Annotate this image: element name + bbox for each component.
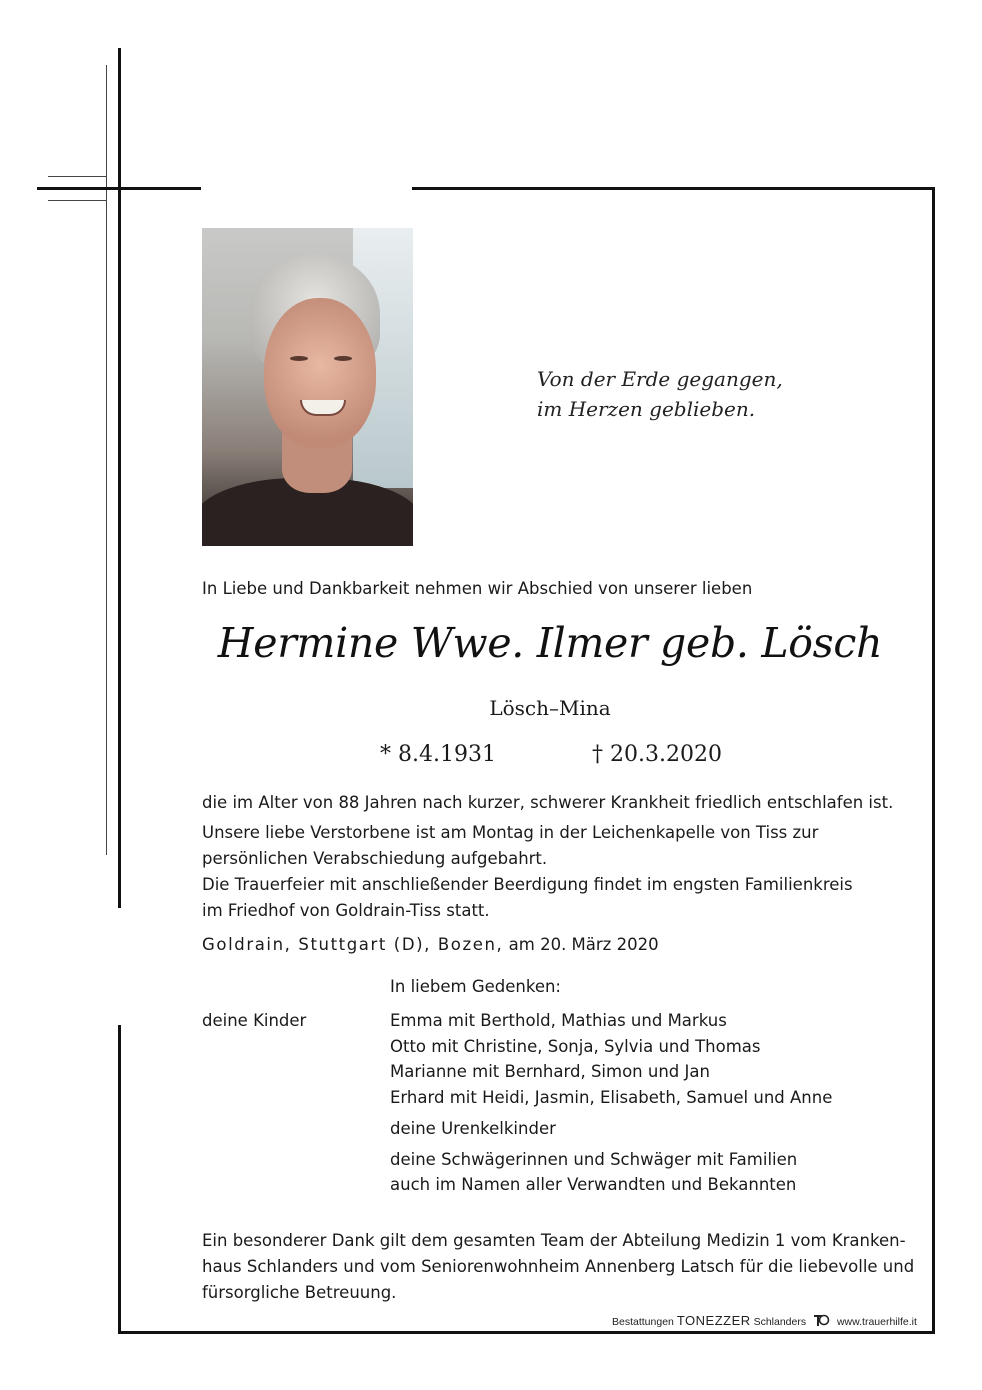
- portrait-photo: [202, 228, 413, 546]
- cross-shadow-horizontal-bottom: [48, 200, 106, 201]
- body-line-4: Die Trauerfeier mit anschließender Beerdigung findet im engsten Familienkreis: [202, 875, 853, 894]
- quote-line-2: im Herzen geblieben.: [537, 397, 756, 421]
- thanks-line-2: haus Schlanders und vom Seniorenwohnheim Annenberg Latsch für die liebevolle und: [202, 1257, 915, 1276]
- relatives-line-2: auch im Namen aller Verwandten und Bekannten: [390, 1175, 797, 1194]
- intro-text: In Liebe und Dankbarkeit nehmen wir Abschied von unserer lieben: [202, 579, 753, 598]
- footer-brand: TONEZZER: [676, 1313, 751, 1328]
- deceased-nickname: Lösch–Mina: [489, 696, 611, 720]
- footer-prefix: Bestattungen: [612, 1316, 674, 1328]
- footer-suffix: Schlanders: [753, 1316, 807, 1328]
- thanks-line-1: Ein besonderer Dank gilt dem gesamten Team der Abteilung Medizin 1 vom Kranken-: [202, 1231, 906, 1250]
- trauerhilfe-logo-icon: [812, 1313, 830, 1327]
- birth-date: * 8.4.1931: [380, 742, 496, 767]
- child-family-3: Marianne mit Bernhard, Simon und Jan: [390, 1062, 710, 1081]
- child-family-4: Erhard mit Heidi, Jasmin, Elisabeth, Samuel und Anne: [390, 1088, 833, 1107]
- relatives-line-1: deine Schwägerinnen und Schwäger mit Familien: [390, 1150, 798, 1169]
- cross-shadow-horizontal-top: [48, 176, 106, 177]
- death-date: † 20.3.2020: [592, 742, 722, 767]
- frame-left-bottom-line: [118, 1025, 121, 1334]
- child-family-2: Otto mit Christine, Sonja, Sylvia und Thomas: [390, 1037, 761, 1056]
- body-line-5: im Friedhof von Goldrain-Tiss statt.: [202, 901, 490, 920]
- cross-vertical-line: [118, 48, 121, 908]
- frame-top-line: [412, 187, 935, 190]
- place-date: [202, 932, 659, 958]
- body-line-3: persönlichen Verabschiedung aufgebahrt.: [202, 849, 548, 868]
- great-grandchildren: deine Urenkelkinder: [390, 1119, 556, 1138]
- place-names: Goldrain, Stuttgart (D), Bozen,: [202, 935, 504, 954]
- deceased-name: Hermine Wwe. Ilmer geb. Lösch: [217, 619, 883, 667]
- child-family-1: Emma mit Berthold, Mathias und Markus: [390, 1011, 727, 1030]
- thanks-line-3: fürsorgliche Betreuung.: [202, 1283, 397, 1302]
- body-line-2: Unsere liebe Verstorbene ist am Montag in der Leichenkapelle von Tiss zur: [202, 823, 819, 842]
- body-line-1: die im Alter von 88 Jahren nach kurzer, schwerer Krankheit friedlich entschlafen ist.: [202, 793, 894, 812]
- frame-right-line: [932, 187, 935, 1334]
- frame-bottom-line: [118, 1331, 935, 1334]
- cross-shadow-vertical-line: [106, 65, 107, 855]
- cross-horizontal-line: [37, 187, 201, 190]
- memorial-quote: [537, 364, 837, 424]
- announcement-date: am 20. März 2020: [508, 935, 659, 954]
- footer-url[interactable]: www.trauerhilfe.it: [836, 1316, 917, 1328]
- mourners-heading: In liebem Gedenken:: [390, 977, 561, 996]
- children-label: deine Kinder: [202, 1011, 307, 1030]
- funeral-home-footer: [612, 1312, 932, 1331]
- quote-line-1: Von der Erde gegangen,: [537, 367, 783, 391]
